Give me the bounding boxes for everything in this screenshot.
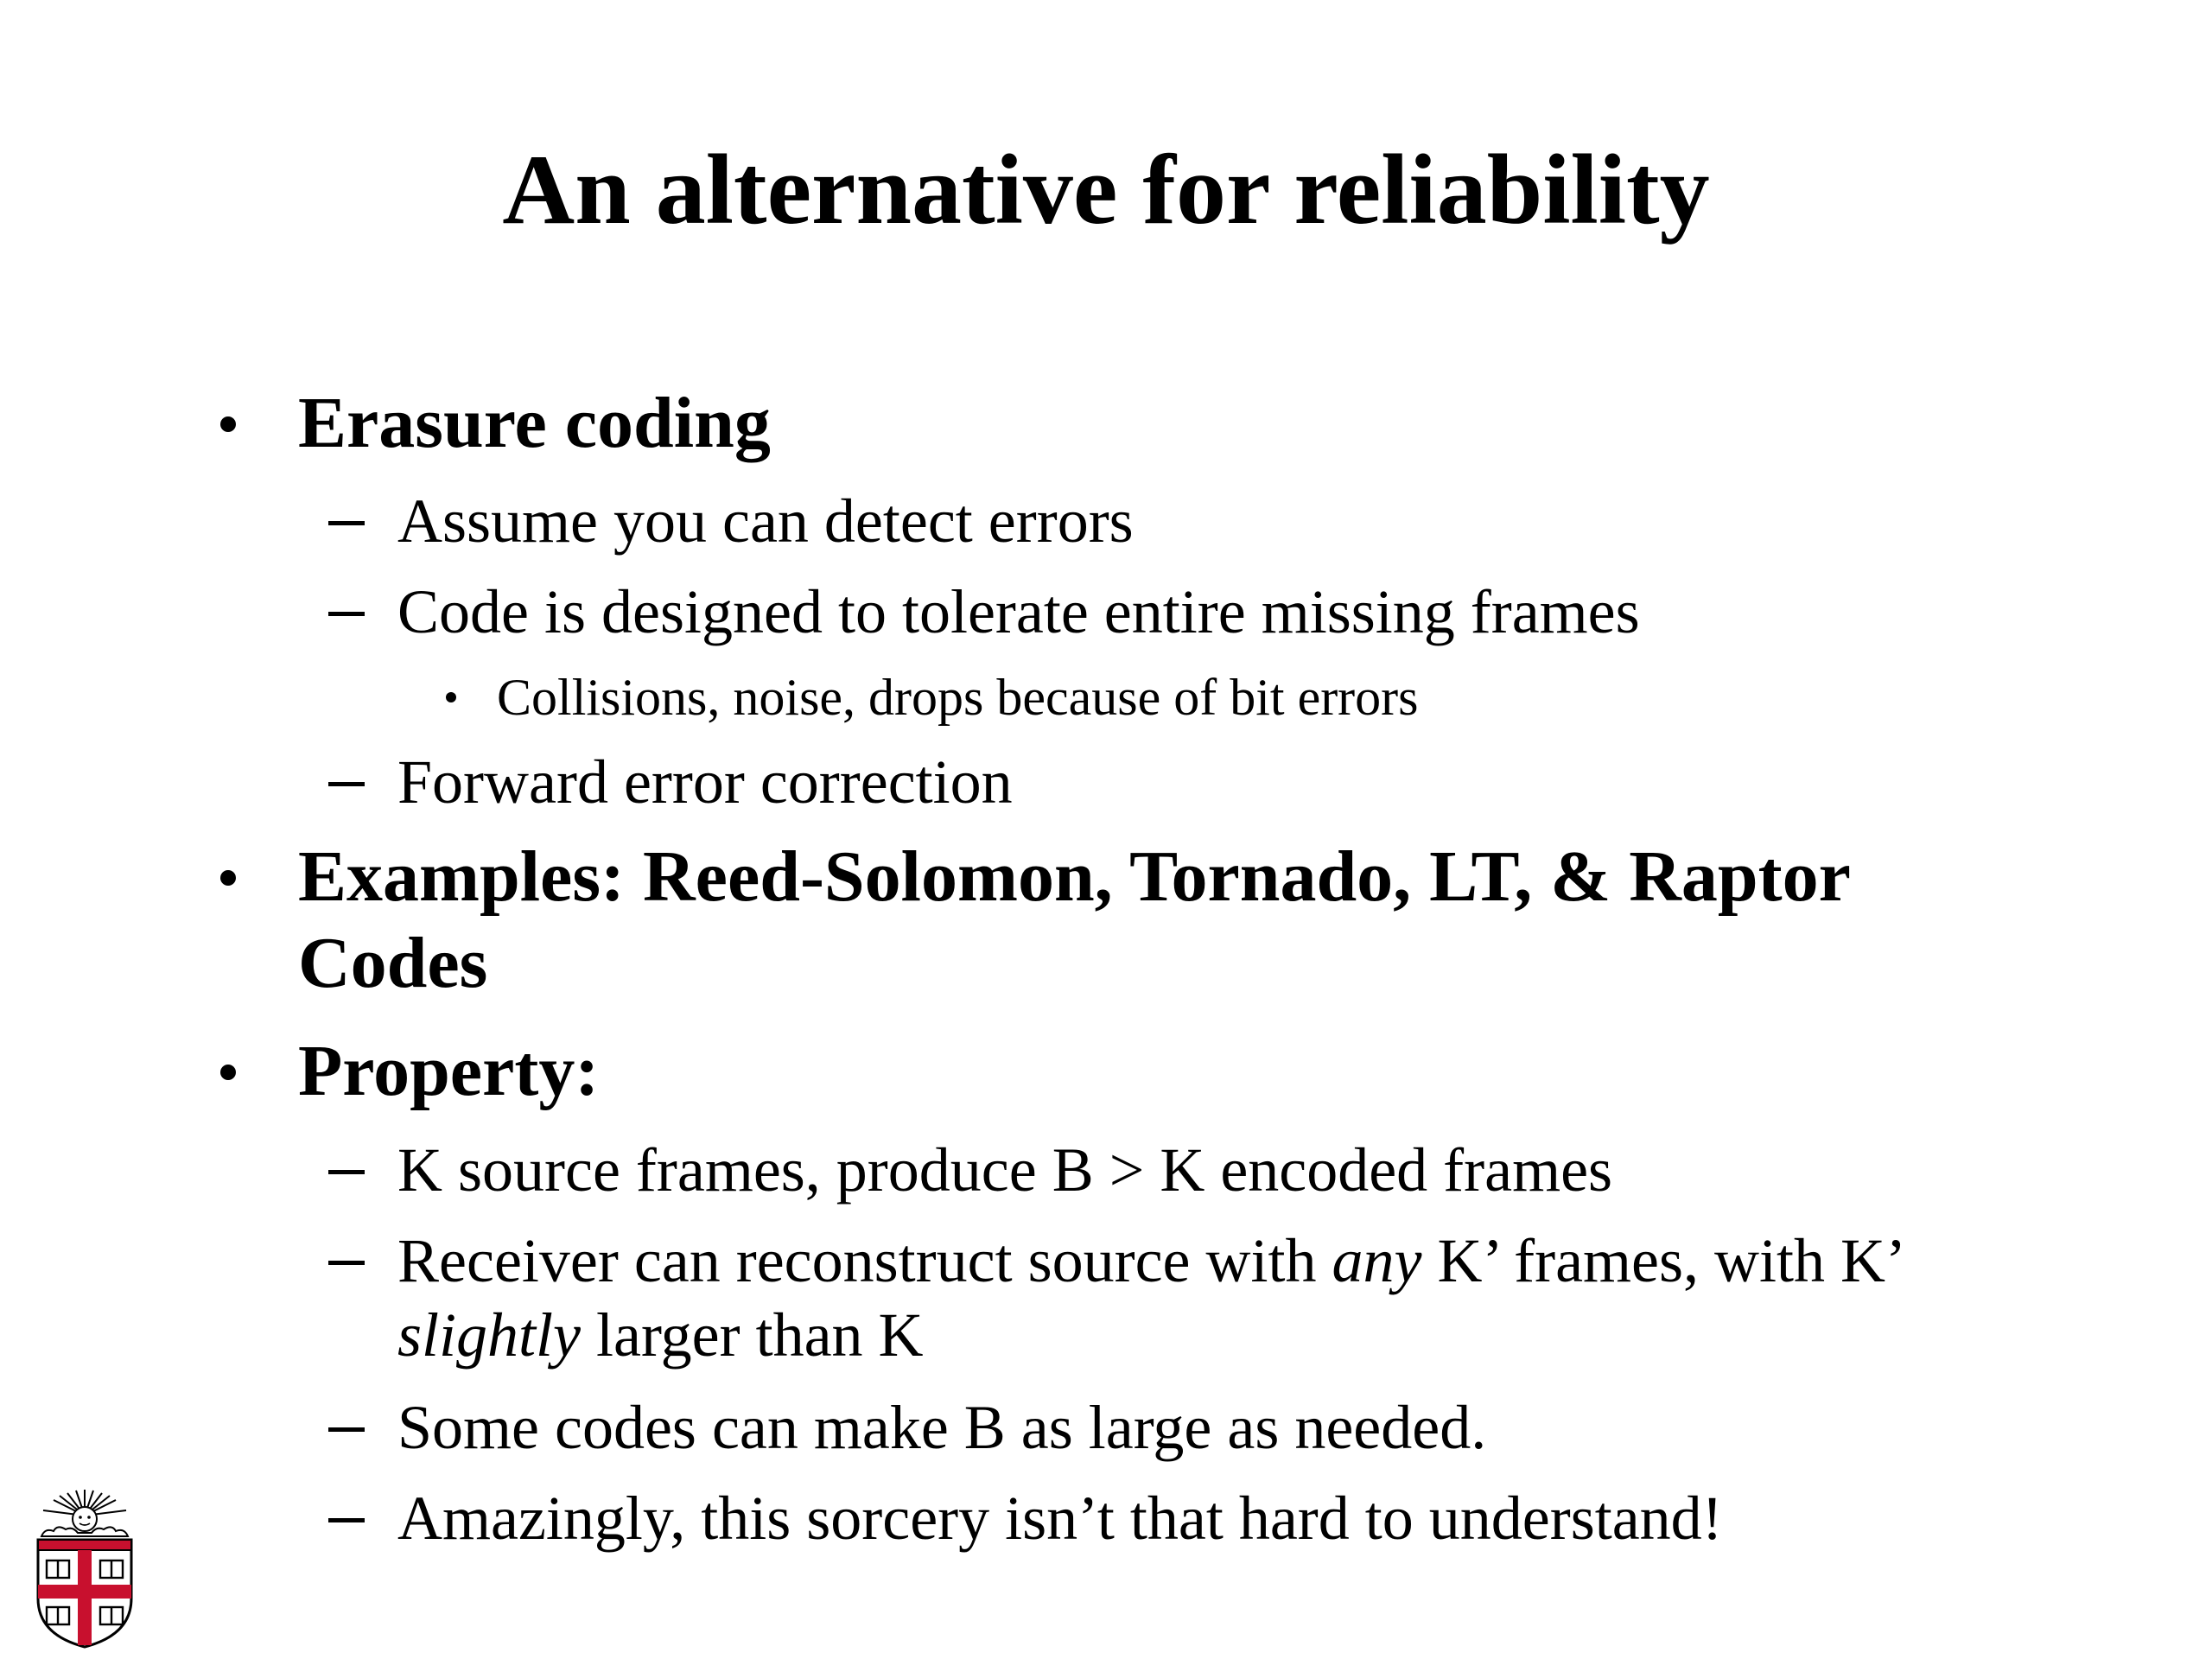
subbullet-tolerate-frames: Code is designed to tolerate entire missing frames [397, 577, 1640, 646]
subbullet-receiver-line1 [397, 1224, 1906, 1298]
bullet-marker [220, 416, 236, 432]
text-run: Receiver can reconstruct source with [397, 1226, 1332, 1295]
emphasis-slightly: slightly [397, 1300, 581, 1370]
bullet-marker [446, 692, 456, 702]
subbullet-sorcery: Amazingly, this sorcery isn’t that hard to understand! [397, 1484, 1723, 1553]
subbullet-source-frames: K source frames, produce B > K encoded frames [397, 1135, 1613, 1205]
text-run: larger than K [581, 1300, 924, 1370]
bullet-marker [220, 870, 236, 886]
subsubbullet-collisions: Collisions, noise, drops because of bit errors [497, 669, 1419, 726]
subbullet-large-b: Some codes can make B as large as needed. [397, 1393, 1487, 1462]
dash-marker [328, 1518, 365, 1522]
subbullet-fec: Forward error correction [397, 747, 1013, 817]
subbullet-receiver-line2 [397, 1298, 924, 1372]
bullet-examples-line2: Codes [298, 923, 488, 1003]
bullet-marker [220, 1065, 236, 1080]
dash-marker [328, 1170, 365, 1174]
university-shield-logo [33, 1486, 137, 1650]
dash-marker [328, 521, 365, 525]
bullet-property: Property: [298, 1031, 600, 1111]
emphasis-any: any [1332, 1226, 1422, 1295]
dash-marker [328, 1427, 365, 1432]
dash-marker [328, 782, 365, 786]
dash-marker [328, 612, 365, 616]
dash-marker [328, 1261, 365, 1265]
bullet-examples-line1: Examples: Reed-Solomon, Tornado, LT, & Raptor [298, 836, 1851, 917]
bullet-erasure-coding: Erasure coding [298, 383, 771, 463]
slide-title: An alternative for reliability [502, 135, 1710, 245]
text-run: K’ frames, with K’ [1421, 1226, 1906, 1295]
subbullet-detect-errors: Assume you can detect errors [397, 486, 1134, 556]
